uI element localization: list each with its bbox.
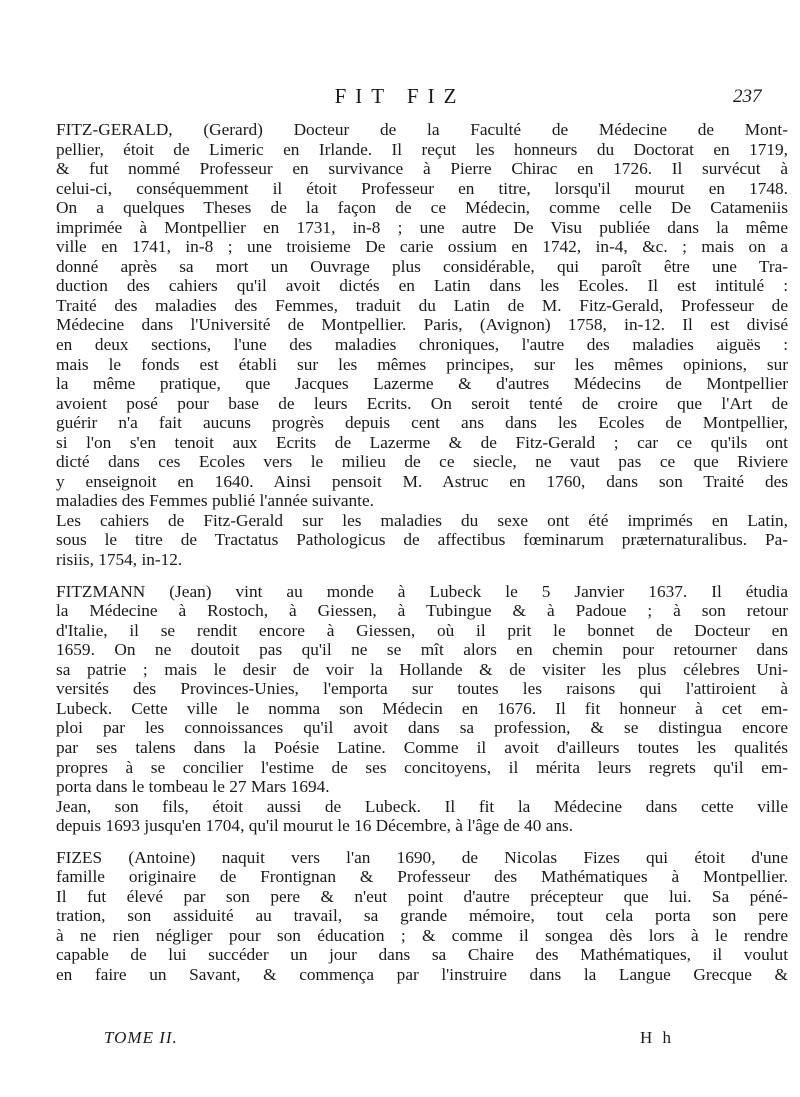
text-line: maladies des Femmes publié l'année suivante. <box>56 491 374 511</box>
text-line: capable de lui succéder un jour dans sa Chaire des Mathématiques, il voulut <box>56 945 788 965</box>
text-line: risiis, 1754, in-12. <box>56 550 183 570</box>
text-line: On a quelques Theses de la façon de ce Médecin, comme celle De Catameniis <box>56 198 788 218</box>
text-line: pellier, étoit de Limeric en Irlande. Il reçut les honneurs du Doctorat en 1719, <box>56 139 788 159</box>
text-line: 1659. On ne doutoit pas qu'il ne se mît alors en chemin pour retourner dans <box>56 640 788 660</box>
text-line: & fut nommé Professeur en survivance à Pierre Chirac en 1726. Il survécut à <box>56 159 788 179</box>
text-line: par ses talens dans la Poésie Latine. Comme il avoit d'ailleurs toutes les qualités <box>56 737 788 757</box>
text-line: FITZ-GERALD, (Gerard) Docteur de la Faculté de Médecine de Mont- <box>56 120 788 139</box>
text-line: duction des cahiers qu'il avoit dictés en Latin dans les Ecoles. Il est intitulé : <box>56 276 788 296</box>
text-line: FITZMANN (Jean) vint au monde à Lubeck le 5 Janvier 1637. Il étudia <box>56 581 788 601</box>
text-line: Jean, son fils, étoit aussi de Lubeck. Il fit la Médecine dans cette ville <box>56 796 788 816</box>
running-header: FIT FIZ <box>334 84 466 108</box>
text-line: si l'on s'en tenoit aux Ecrits de Lazerme & de Fitz-Gerald ; car ce qu'ils ont <box>56 432 788 452</box>
text-line: y enseignoit en 1640. Ainsi pensoit M. Astruc en 1760, dans son Traité des <box>56 471 788 491</box>
page-number: 237 <box>733 86 762 107</box>
text-line: avoient posé pour base de leurs Ecrits. On seroit tenté de croire que l'Art de <box>56 393 788 413</box>
text-line: guérir n'a fait aucuns progrès depuis cent ans dans les Ecoles de Montpellier, <box>56 413 788 433</box>
text-line: Médecine dans l'Université de Montpellier. Paris, (Avignon) 1758, in-12. Il est divisé <box>56 315 788 335</box>
text-line: depuis 1693 jusqu'en 1704, qu'il mourut le 16 Décembre, à l'âge de 40 ans. <box>56 816 574 836</box>
text-line: celui-ci, conséquemment il étoit Professeur en titre, lorsqu'il mourut en 1748. <box>56 178 788 198</box>
volume-footer: TOME II. <box>104 1028 178 1047</box>
text-line: d'Italie, il se rendit encore à Giessen, où il prit le bonnet de Docteur en <box>56 620 788 640</box>
text-line: Traité des maladies des Femmes, traduit du Latin de M. Fitz-Gerald, Professeur de <box>56 295 788 315</box>
text-line: FIZES (Antoine) naquit vers l'an 1690, de Nicolas Fizes qui étoit d'une <box>56 847 788 867</box>
body-text <box>56 120 788 985</box>
text-line: dicté dans ces Ecoles vers le milieu de ce siecle, ne vaut pas ce que Riviere <box>56 452 788 472</box>
text-line: Il fut élevé par son pere & n'eut point d'autre précepteur que lui. Sa péné- <box>56 886 788 906</box>
text-line: imprimée à Montpellier en 1731, in-8 ; une autre De Visu publiée dans la même <box>56 217 788 237</box>
text-line: donné après sa mort un Ouvrage plus considérable, qui paroît être une Tra- <box>56 256 788 276</box>
text-line: propres à se concilier l'estime de ses concitoyens, il mérita leurs regrets qu'il em- <box>56 757 788 777</box>
text-line: en faire un Savant, & commença par l'instruire dans la Langue Grecque & <box>56 964 788 984</box>
text-line: tration, son assiduité au travail, sa grande mémoire, tout cela porta son pere <box>56 906 788 926</box>
text-line: la même pratique, que Jacques Lazerme & d'autres Médecins de Montpellier <box>56 374 788 394</box>
text-line: ville en 1741, in-8 ; une troisieme De carie ossium en 1742, in-4, &c. ; mais on a <box>56 237 788 257</box>
text-line: sous le titre de Tractatus Pathologicus de affectibus fœminarum præternaturalibus. Pa- <box>56 530 788 550</box>
text-line: à ne rien négliger pour son éducation ; & comme il songea dès lors à le rendre <box>56 925 788 945</box>
text-line: famille originaire de Frontignan & Professeur des Mathématiques à Montpellier. <box>56 867 788 887</box>
text-line: Les cahiers de Fitz-Gerald sur les maladies du sexe ont été imprimés en Latin, <box>56 510 788 530</box>
text-line: porta dans le tombeau le 27 Mars 1694. <box>56 777 330 797</box>
text-line: ploi par les connoissances qu'il avoit dans sa profession, & se distingua encore <box>56 718 788 738</box>
signature-mark: H h <box>640 1028 675 1047</box>
text-line: mais le fonds est établi sur les mêmes principes, sur les mêmes opinions, sur <box>56 354 788 374</box>
text-line: versités des Provinces-Unies, l'emporta sur toutes les raisons qui l'attiroient à <box>56 679 788 699</box>
text-line: Lubeck. Cette ville le nomma son Médecin en 1676. Il fit honneur à cet em- <box>56 698 788 718</box>
text-line: la Médecine à Rostoch, à Giessen, à Tubingue & à Padoue ; à son retour <box>56 601 788 621</box>
text-line: en deux sections, l'une des maladies chroniques, l'autre des maladies aiguës : <box>56 335 788 355</box>
text-line: sa patrie ; mais le desir de voir la Hollande & de visiter les plus célebres Uni- <box>56 659 788 679</box>
